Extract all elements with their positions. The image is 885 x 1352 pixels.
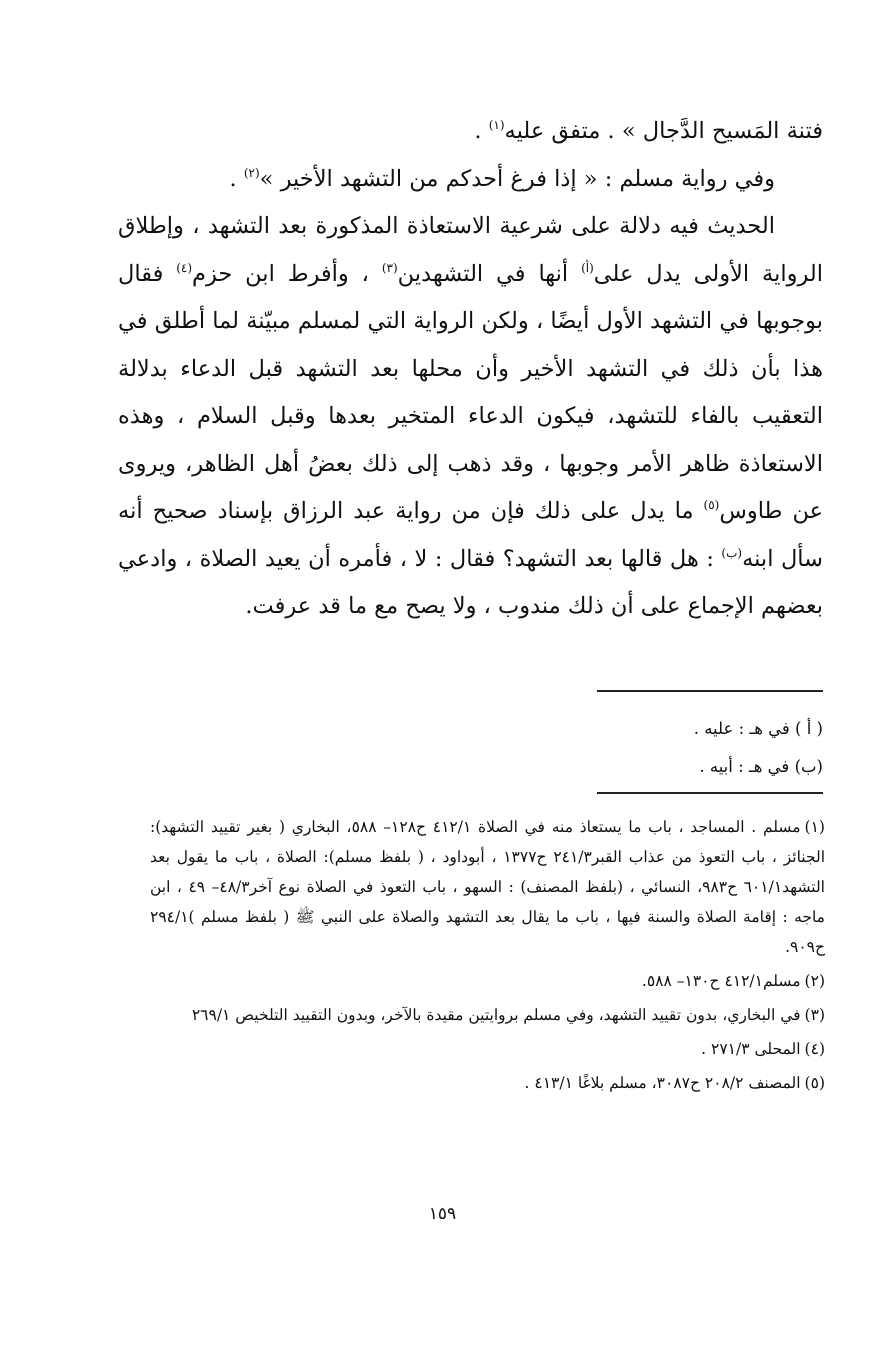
footnote-number: (٥) bbox=[804, 1074, 825, 1092]
footnote-number: (١) bbox=[804, 818, 825, 836]
footnotes bbox=[150, 812, 825, 1102]
text-span: . bbox=[229, 165, 244, 192]
text-span: وفي رواية مسلم : « إذا فرغ أحدكم من التشهد الأخير » bbox=[259, 165, 775, 192]
footnote-ref[interactable]: (٣) bbox=[381, 260, 398, 275]
text-span: أنها في التشهدين bbox=[397, 260, 582, 287]
footnote-ref[interactable]: (٢) bbox=[243, 165, 260, 180]
paragraph-2 bbox=[118, 156, 823, 204]
text-span: . bbox=[474, 118, 489, 144]
footnote-number: (٣) bbox=[804, 1006, 825, 1024]
footnote bbox=[150, 1034, 825, 1064]
text-span: : هل قالها بعد التشهد؟ فقال : لا ، فأمره أن يعيد الصلاة ، وادعي بعضهم الإجماع على أن ذلك مندوب ، ولا يصح مع ما قد عرفت. bbox=[118, 545, 823, 619]
variant-note bbox=[118, 710, 823, 748]
variant-ref[interactable]: (ب) bbox=[721, 545, 743, 560]
footnote-text: المصنف ٢٠٨/٢ ح٣٠٨٧، مسلم بلاغًا ٤١٣/١ . bbox=[524, 1074, 801, 1092]
variant-note bbox=[118, 748, 823, 786]
footnote bbox=[150, 1068, 825, 1098]
footnote-text: مسلم٤١٢/١ ح١٣٠– ٥٨٨. bbox=[641, 972, 801, 990]
footnote-text: المحلى ٢٧١/٣ . bbox=[701, 1040, 801, 1058]
text-span: الحديث فيه دلالة على شرعية الاستعاذة المذكورة بعد التشهد ، وإطلاق الرواية الأولى يدل على bbox=[118, 213, 823, 287]
main-text bbox=[118, 108, 823, 631]
footnote-ref[interactable]: (٤) bbox=[176, 260, 193, 275]
variant-label: ( أ ) bbox=[795, 719, 823, 738]
footnote-text: في البخاري، بدون تقييد التشهد، وفي مسلم بروايتين مقيدة بالآخر، وبدون التقييد التلخيص ٢٦٩/١ bbox=[191, 1006, 801, 1024]
footnote bbox=[150, 966, 825, 996]
footnote-number: (٢) bbox=[804, 972, 825, 990]
text-span: فقال بوجوبها في التشهد الأول أيضًا ، ولكن الرواية التي لمسلم مبيّنة لما أطلق في هذا بأن ذلك في التشهد الأخير وأن محلها بعد التشهد قبل الدعاء بدلالة التعقيب بالفاء للتشهد، فيكون الدعاء المتخير بعدها وقبل السلام ، وهذه الاستعاذة ظاهر الأمر وجوبها ، وقد ذهب إلى ذلك بعضُ أهل الظاهر، ويروى عن طاوس bbox=[118, 260, 823, 524]
separator-rule bbox=[597, 690, 823, 692]
footnote-ref[interactable]: (١) bbox=[488, 118, 505, 132]
footnote-number: (٤) bbox=[804, 1040, 825, 1058]
footnote bbox=[150, 812, 825, 962]
separator-rule bbox=[597, 792, 823, 794]
paragraph-3 bbox=[118, 203, 823, 631]
variant-text: في هـ : عليه . bbox=[693, 719, 790, 738]
paragraph-1 bbox=[118, 108, 823, 156]
footnote bbox=[150, 1000, 825, 1030]
variant-text: في هـ : أبيه . bbox=[699, 757, 790, 776]
text-span: ما يدل على ذلك فإن من رواية عبد الرزاق بإسناد صحيح أنه سأل ابنه bbox=[118, 498, 823, 572]
variant-label: (ب) bbox=[794, 757, 823, 776]
variant-ref[interactable]: (أ) bbox=[581, 260, 594, 275]
variant-notes bbox=[118, 710, 823, 786]
footnote-text: مسلم . المساجد ، باب ما يستعاذ منه في الصلاة ٤١٢/١ ح١٢٨– ٥٨٨، البخاري ( بغير تقييد التشهد): الجنائز ، باب التعوذ من عذاب القبر٢٤١/٣ ح١٣٧٧ ، أبوداود ، ( بلفظ مسلم): الصلاة ، باب ما يقول بعد التشهد٦٠١/١ ح٩٨٣، النسائي ، (بلفظ المصنف) : السهو ، باب التعوذ في الصلاة نوع آخر٤٨/٣– ٤٩ ، ابن ماجه : إقامة الصلاة والسنة فيها ، باب ما يقال بعد التشهد والصلاة على النبي ﷺ ( بلفظ مسلم )٢٩٤/١ ح٩٠٩. bbox=[150, 818, 825, 956]
footnote-ref[interactable]: (٥) bbox=[703, 498, 720, 512]
page-number: ١٥٩ bbox=[428, 1204, 457, 1224]
text-span: ، وأفرط ابن حزم bbox=[192, 260, 382, 287]
text-span: فتنة المَسيح الدَّجال » . متفق عليه bbox=[504, 118, 823, 144]
